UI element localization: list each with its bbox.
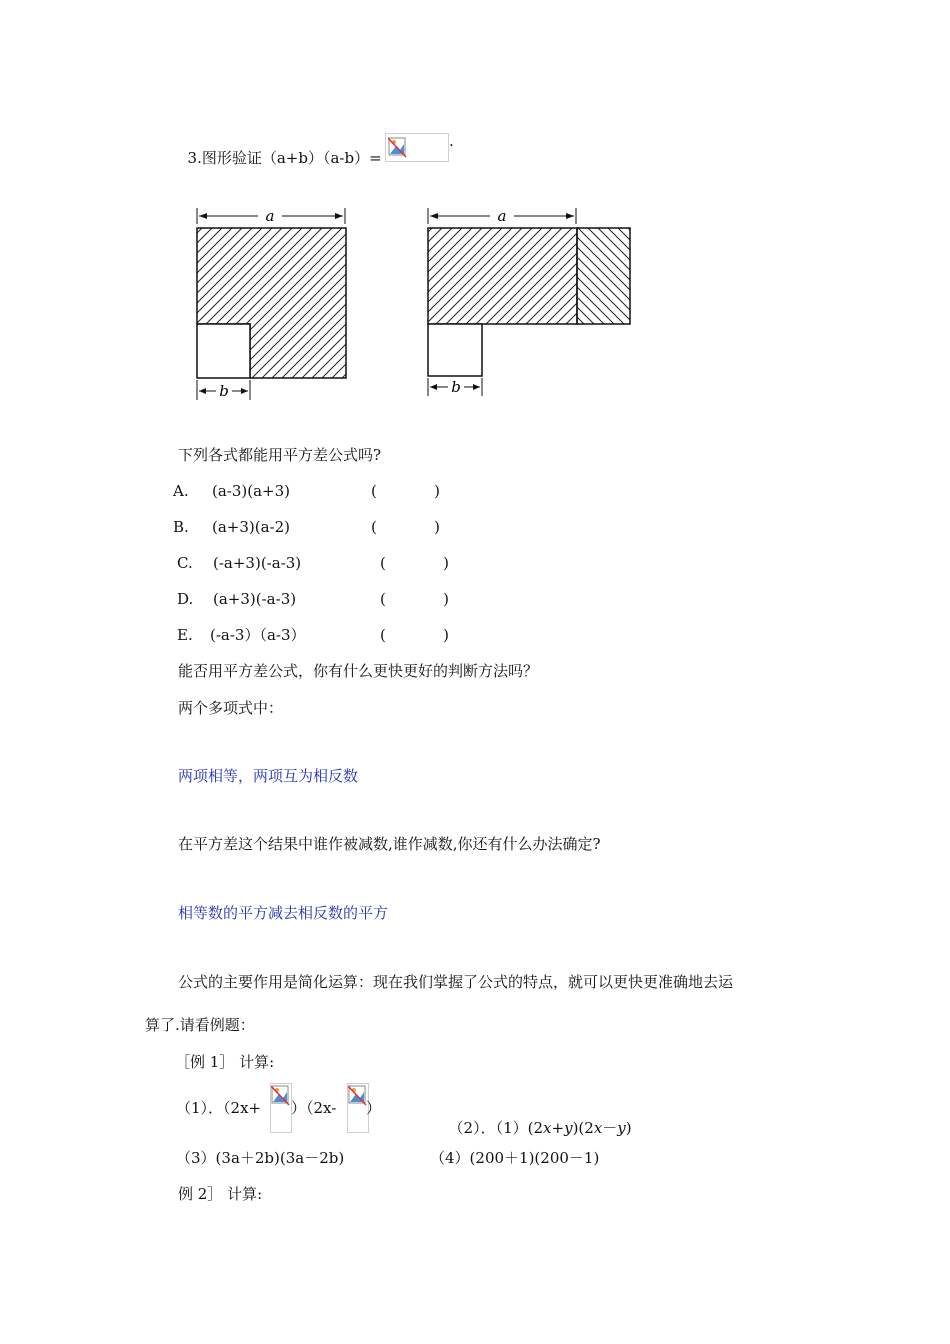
option-expr-a: (a-3)(a+3) xyxy=(212,482,291,500)
question-2: 能否用平方差公式，你有什么更快更好的判断方法吗？ xyxy=(178,662,539,680)
broken-image-icon xyxy=(271,1084,291,1106)
label-a-right: a xyxy=(497,207,507,225)
option-letter-d: D. xyxy=(177,590,194,608)
broken-image-icon xyxy=(348,1084,368,1106)
example-1-part-1a: （1）．（2x+ xyxy=(176,1099,262,1117)
paragraph-line-2: 算了.请看例题： xyxy=(145,1016,255,1034)
heading-text: 3.图形验证（a+b）（a-b）= xyxy=(187,149,382,167)
problem-heading xyxy=(178,128,382,168)
broken-image-placeholder-1 xyxy=(270,1083,292,1133)
question-3: 两个多项式中： xyxy=(178,699,284,717)
paragraph-line-1: 公式的主要作用是简化运算：现在我们掌握了公式的特点，就可以更快更准确地去运 xyxy=(178,973,734,991)
option-letter-c: C. xyxy=(177,554,193,572)
option-blank-e: ( ) xyxy=(380,626,449,644)
option-expr-e: (-a-3）（a-3） xyxy=(210,626,306,644)
option-expr-b: (a+3)(a-2) xyxy=(212,518,291,536)
option-blank-a: ( ) xyxy=(371,482,440,500)
label-b-right: b xyxy=(451,378,461,396)
answer-2: 相等数的平方减去相反数的平方 xyxy=(178,904,389,922)
heading-tail: . xyxy=(449,132,454,150)
option-expr-c: (-a+3)(-a-3) xyxy=(213,554,302,572)
geometry-figures xyxy=(0,190,950,450)
option-letter-b: B. xyxy=(173,518,189,536)
answer-1: 两项相等，两项互为相反数 xyxy=(178,767,359,785)
broken-image-icon xyxy=(388,136,408,158)
option-blank-b: ( ) xyxy=(371,518,440,536)
example-1-title: ［例 1］ 计算: xyxy=(175,1053,275,1071)
label-a-left: a xyxy=(265,207,275,225)
question-4: 在平方差这个结果中谁作被减数,谁作减数,你还有什么办法确定? xyxy=(178,835,601,853)
label-b-left: b xyxy=(219,382,229,400)
example-1-part-1c: ） xyxy=(366,1099,382,1117)
option-blank-c: ( ) xyxy=(380,554,449,572)
right-figure xyxy=(428,207,630,396)
example-1-part-2: （2）．（1）(2x+y)(2x－y) xyxy=(448,1119,632,1137)
option-letter-e: E. xyxy=(177,626,193,644)
option-letter-a: A. xyxy=(173,482,189,500)
question-text: 下列各式都能用平方差公式吗? xyxy=(178,446,382,464)
option-blank-d: ( ) xyxy=(380,590,449,608)
example-2-title: 例 2］ 计算: xyxy=(178,1185,263,1203)
option-expr-d: (a+3)(-a-3) xyxy=(213,590,297,608)
broken-image-placeholder xyxy=(385,133,449,162)
example-1-part-4: （4）(200＋1)(200－1) xyxy=(430,1149,600,1167)
left-figure xyxy=(197,207,346,400)
example-1-part-3: （3）(3a＋2b)(3a－2b) xyxy=(176,1149,345,1167)
example-1-part-1b: ）（2x- xyxy=(291,1099,337,1117)
